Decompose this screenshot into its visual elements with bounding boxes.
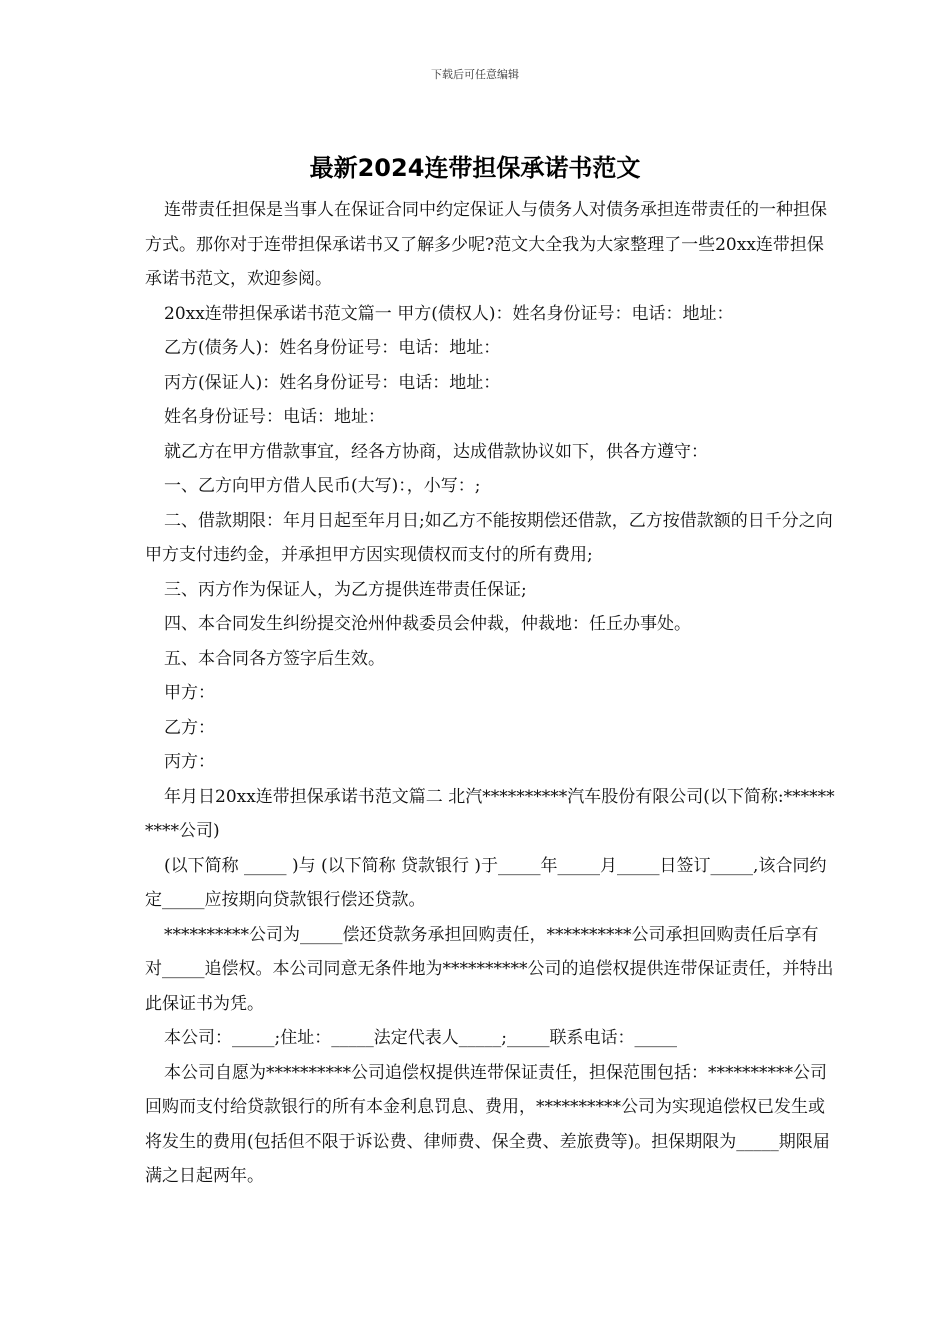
paragraph-guarantee-scope: 本公司自愿为**********公司追偿权提供连带保证责任，担保范围包括：**********公司回购而支付给贷款银行的所有本金利息罚息、费用，**********公司为实现追偿权已发生或将发生的费用(包括但不限于诉讼费、律师费、保全费、差旅费等)。担保期限为_____期限届满之日起两年。 [145,1062,830,1186]
paragraph-clause-2: 二、借款期限：年月日起至年月日;如乙方不能按期偿还借款，乙方按借款额的日千分之向甲方支付违约金，并承担甲方因实现债权而支付的所有费用; [145,510,833,565]
paragraph-contract-info: (以下简称 _____ )与 (以下简称 贷款银行 )于_____年_____月_____日签订_____,该合同约定_____应按期向贷款银行偿还贷款。 [145,855,827,910]
signature-party-a: 甲方： [164,683,215,703]
signature-party-c: 丙方： [164,752,215,772]
signature-party-b: 乙方： [164,717,215,738]
paragraph-company-info: 本公司：_____;住址：_____法定代表人_____;_____联系电话：_____ [164,1028,677,1048]
paragraph-party-b: 乙方(债务人)：姓名身份证号：电话：地址： [164,338,501,358]
paragraph-clause-3: 三、丙方作为保证人，为乙方提供连带责任保证; [164,579,527,600]
document-body [145,193,835,1194]
paragraph-guarantee-statement: **********公司为_____偿还贷款务承担回购责任，**********公司承担回购责任后享有对_____追偿权。本公司同意无条件地为**********公司的追偿权提供连带保证责任，并特出此保证书为凭。 [145,924,834,1014]
paragraph-intro: 连带责任担保是当事人在保证合同中约定保证人与债务人对债务承担连带责任的一种担保方式。那你对于连带担保承诺书又了解多少呢?范文大全我为大家整理了一些20xx连带担保承诺书范文，欢迎参阅。 [145,200,827,289]
paragraph-template-2-heading: 年月日20xx连带担保承诺书范文篇二 北汽**********汽车股份有限公司(以下简称:**********公司) [145,786,835,841]
paragraph-clause-4: 四、本合同发生纠纷提交沧州仲裁委员会仲裁，仲裁地：任丘办事处。 [164,614,691,634]
paragraph-party-c: 丙方(保证人)：姓名身份证号：电话：地址： [164,372,501,393]
paragraph-agreement-lead: 就乙方在甲方借款事宜，经各方协商，达成借款协议如下，供各方遵守： [164,441,708,462]
paragraph-party-extra: 姓名身份证号：电话：地址： [164,407,385,427]
paragraph-clause-1: 一、乙方向甲方借人民币(大写)：，小写：; [164,476,481,496]
paragraph-clause-5: 五、本合同各方签字后生效。 [164,648,385,669]
header-note: 下载后可任意编辑 [431,68,519,81]
paragraph-party-a: 20xx连带担保承诺书范文篇一 甲方(债权人)：姓名身份证号：电话：地址： [164,303,734,324]
document-title: 最新2024连带担保承诺书范文 [309,154,641,182]
